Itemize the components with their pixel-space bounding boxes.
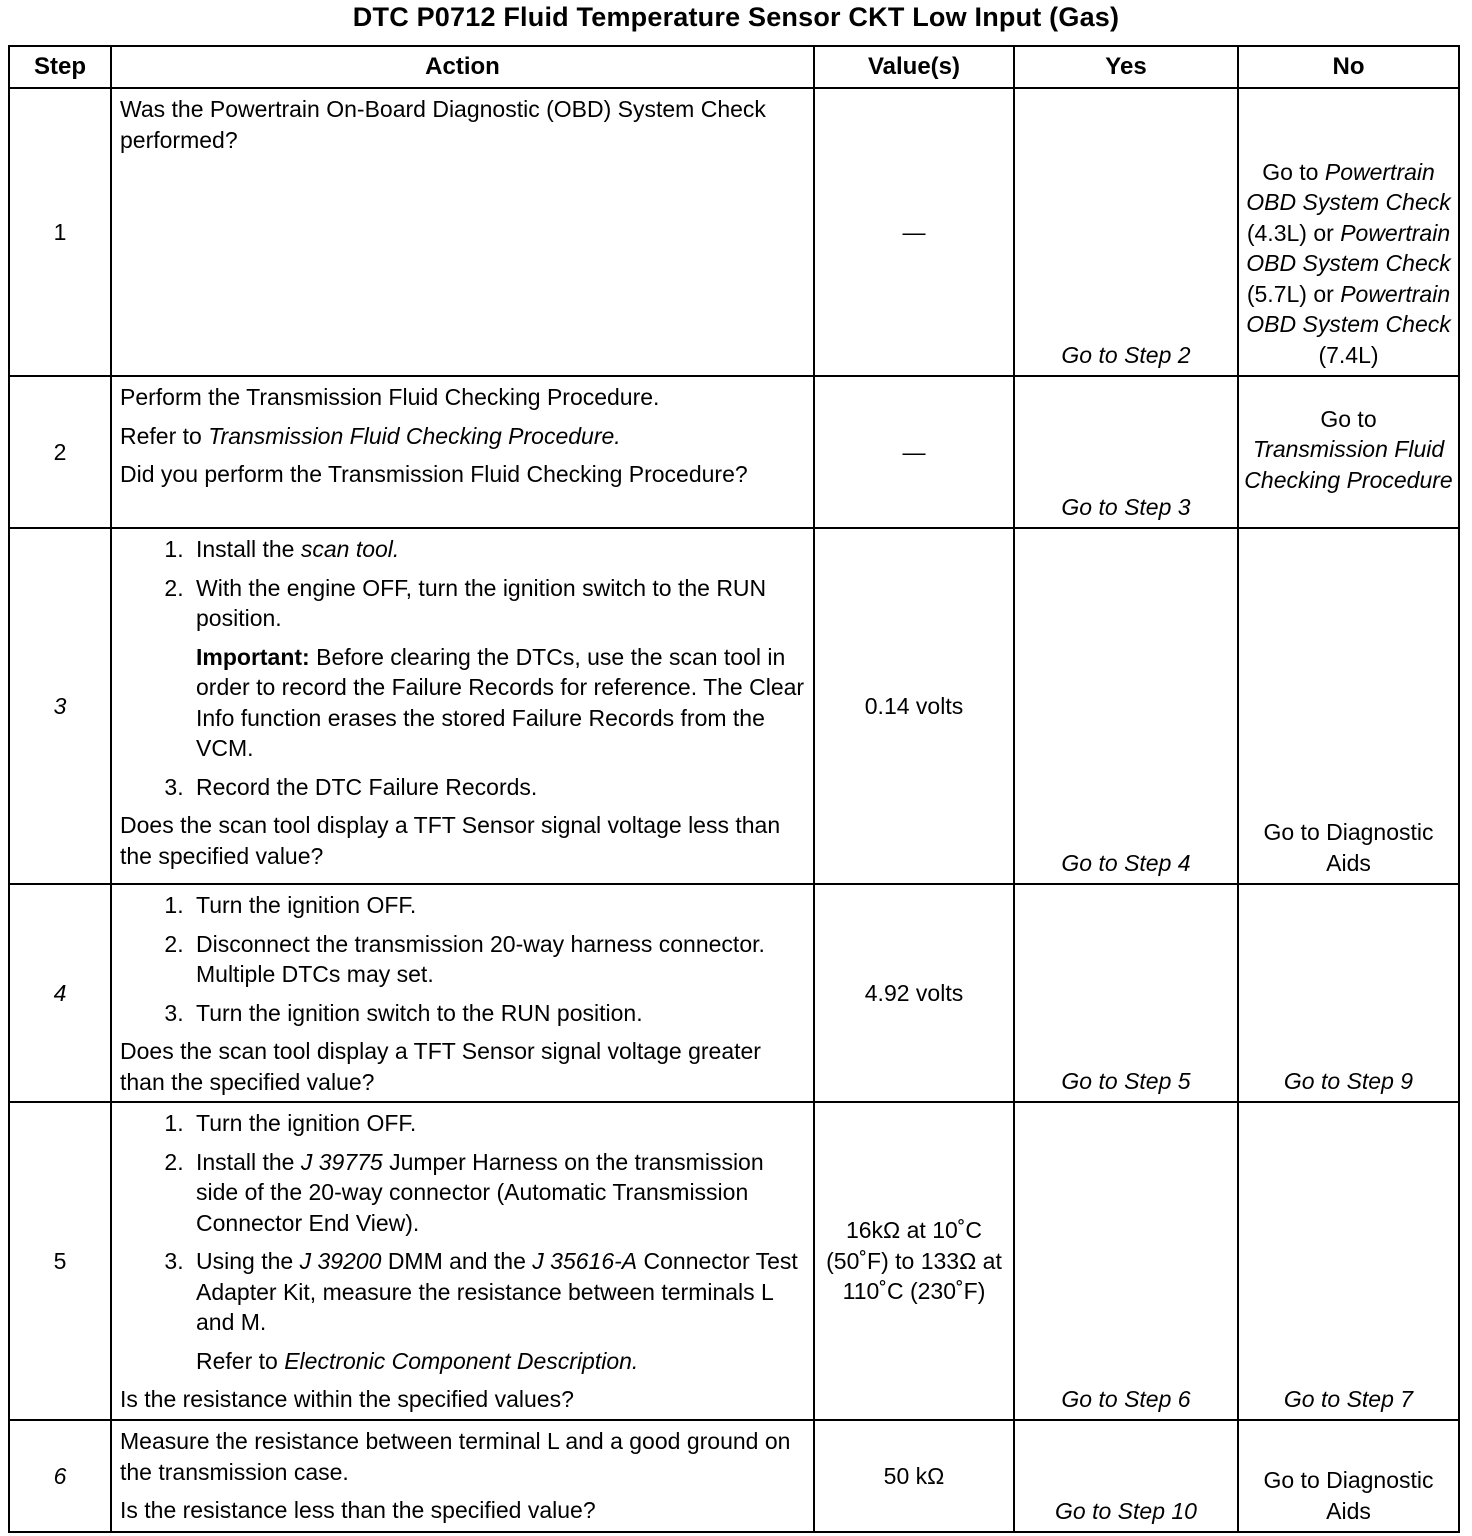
action-steps bbox=[120, 534, 809, 802]
no-reference-link: Transmission Fluid Checking Procedure bbox=[1244, 436, 1453, 493]
action-step-item bbox=[190, 573, 809, 764]
no-reference-link: Powertrain OBD System Check bbox=[1246, 158, 1451, 215]
refer-prefix: Refer to bbox=[120, 422, 202, 449]
table-row-step-2 bbox=[9, 376, 1459, 528]
action-question: Does the scan tool display a TFT Sensor signal voltage less than the specified value? bbox=[120, 812, 781, 869]
action-question: Is the resistance less than the specified value? bbox=[120, 1497, 596, 1523]
action-refer bbox=[120, 421, 809, 452]
step-text: DMM and the bbox=[387, 1248, 526, 1274]
header-no: No bbox=[1238, 46, 1459, 88]
action-step-item: 1. Turn the ignition OFF. bbox=[190, 1108, 809, 1139]
header-yes: Yes bbox=[1014, 46, 1238, 88]
header-step: Step bbox=[9, 46, 111, 88]
tool-reference: J 39775 bbox=[300, 1148, 383, 1175]
action-step-item bbox=[190, 1147, 809, 1239]
tool-reference: J 39200 bbox=[299, 1248, 382, 1274]
diagnostic-table bbox=[8, 45, 1460, 1533]
action-steps bbox=[120, 1108, 809, 1376]
step-text: Record the DTC Failure Records. bbox=[196, 773, 538, 800]
value-cell: 16kΩ at 10˚C (50˚F) to 133Ω at 110˚C (230˚F) bbox=[814, 1102, 1014, 1420]
step-text: Connector Test Adapter Kit, measure the resistance between terminals L and M. bbox=[196, 1248, 798, 1335]
action-cell bbox=[111, 1102, 814, 1420]
no-engine-note: (4.3L) or bbox=[1246, 219, 1334, 246]
action-question: Does the scan tool display a TFT Sensor signal voltage greater than the specified value? bbox=[120, 1038, 761, 1095]
action-question: Was the Powertrain On-Board Diagnostic (OBD) System Check performed? bbox=[120, 96, 766, 153]
table-row-step-6 bbox=[9, 1420, 1459, 1532]
action-instruction: Measure the resistance between terminal L and a good ground on the transmission case. bbox=[120, 1428, 791, 1485]
action-cell bbox=[111, 376, 814, 528]
action-question: Did you perform the Transmission Fluid Checking Procedure? bbox=[120, 461, 748, 487]
yes-cell: Go to Step 4 bbox=[1014, 528, 1238, 884]
action-cell bbox=[111, 1420, 814, 1532]
important-text: Before clearing the DTCs, use the scan tool in order to record the Failure Records for reference. The Clear Info function erases the stored Failure Records from the VCM. bbox=[196, 643, 805, 761]
refer-prefix: Refer to bbox=[196, 1347, 278, 1374]
no-reference-link: Powertrain OBD System Check bbox=[1246, 219, 1451, 276]
action-question: Is the resistance within the specified values? bbox=[120, 1386, 574, 1412]
yes-cell: Go to Step 10 bbox=[1014, 1420, 1238, 1532]
yes-cell: Go to Step 3 bbox=[1014, 376, 1238, 528]
step-text: Using the bbox=[196, 1248, 294, 1274]
value-cell: 4.92 volts bbox=[814, 884, 1014, 1102]
refer-note bbox=[196, 1346, 809, 1377]
tool-reference: J 35616-A bbox=[532, 1248, 638, 1274]
important-note bbox=[196, 642, 809, 764]
action-step-item bbox=[190, 772, 809, 803]
value-cell: — bbox=[814, 376, 1014, 528]
step-text: Install the bbox=[196, 1148, 295, 1175]
action-step-item bbox=[190, 1246, 809, 1376]
header-action: Action bbox=[111, 46, 814, 88]
no-cell bbox=[1238, 376, 1459, 528]
no-cell: Go to Diagnostic Aids bbox=[1238, 1420, 1459, 1532]
important-label: Important: bbox=[196, 643, 310, 670]
yes-cell: Go to Step 2 bbox=[1014, 88, 1238, 376]
action-steps bbox=[120, 890, 809, 1028]
step-text: Jumper Harness on the transmission side of the 20-way connector (Automatic Transmission Connector End View). bbox=[196, 1148, 764, 1236]
action-step-item: 2. Disconnect the transmission 20-way harness connector. Multiple DTCs may set. bbox=[190, 929, 809, 990]
yes-cell: Go to Step 6 bbox=[1014, 1102, 1238, 1420]
value-cell: 0.14 volts bbox=[814, 528, 1014, 884]
no-reference-link: Powertrain OBD System Check bbox=[1246, 280, 1451, 337]
action-step-item: 1. Turn the ignition OFF. bbox=[190, 890, 809, 921]
value-cell: 50 kΩ bbox=[814, 1420, 1014, 1532]
refer-link: Electronic Component Description. bbox=[284, 1347, 639, 1374]
yes-cell: Go to Step 5 bbox=[1014, 884, 1238, 1102]
tool-reference: scan tool. bbox=[300, 536, 400, 562]
no-engine-note: (7.4L) bbox=[1318, 341, 1379, 368]
step-number: 5 bbox=[9, 1102, 111, 1420]
table-row-step-4 bbox=[9, 884, 1459, 1102]
no-cell: Go to Diagnostic Aids bbox=[1238, 528, 1459, 884]
header-values: Value(s) bbox=[814, 46, 1014, 88]
page-title: DTC P0712 Fluid Temperature Sensor CKT Low Input (Gas) bbox=[352, 2, 1120, 32]
step-text: Install the bbox=[196, 536, 295, 562]
table-row-step-1 bbox=[9, 88, 1459, 376]
action-cell bbox=[111, 528, 814, 884]
step-number: 4 bbox=[9, 884, 111, 1102]
step-number: 3 bbox=[9, 528, 111, 884]
no-cell: Go to Step 9 bbox=[1238, 884, 1459, 1102]
no-go-to: Go to bbox=[1320, 405, 1377, 432]
step-number: 1 bbox=[9, 88, 111, 376]
table-row-step-5 bbox=[9, 1102, 1459, 1420]
action-cell bbox=[111, 884, 814, 1102]
action-instruction: Perform the Transmission Fluid Checking Procedure. bbox=[120, 384, 660, 410]
no-engine-note: (5.7L) or bbox=[1246, 280, 1334, 307]
header-row bbox=[9, 46, 1459, 88]
no-cell: Go to Step 7 bbox=[1238, 1102, 1459, 1420]
no-go-to: Go to bbox=[1262, 158, 1319, 185]
table-row-step-3 bbox=[9, 528, 1459, 884]
refer-link: Transmission Fluid Checking Procedure. bbox=[208, 422, 621, 449]
action-cell bbox=[111, 88, 814, 376]
value-cell: — bbox=[814, 88, 1014, 376]
action-step-item bbox=[190, 534, 809, 565]
action-step-item: 3. Turn the ignition switch to the RUN position. bbox=[190, 998, 809, 1029]
step-number: 6 bbox=[9, 1420, 111, 1532]
no-cell bbox=[1238, 88, 1459, 376]
step-number: 2 bbox=[9, 376, 111, 528]
step-text: With the engine OFF, turn the ignition switch to the RUN position. bbox=[196, 574, 767, 631]
